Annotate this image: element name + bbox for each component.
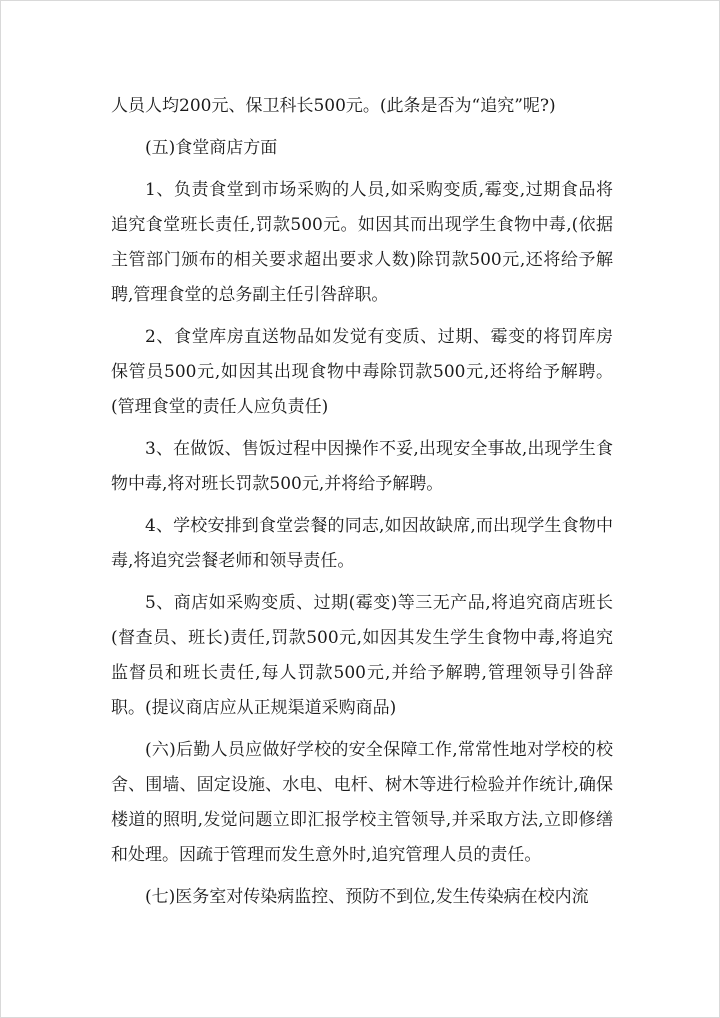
paragraph-item-5: 5、商店如采购变质、过期(霉变)等三无产品,将追究商店班长(督查员、班长)责任,罚款500元,如因其发生学生食物中毒,将追究监督员和班长责任,每人罚款500元,并给予解聘,管理领导引咎辞职。(提议商店应从正规渠道采购商品) — [111, 593, 613, 718]
paragraph-section-6: (六)后勤人员应做好学校的安全保障工作,常常性地对学校的校舍、围墙、固定设施、水电、电杆、树木等进行检验并作统计,确保楼道的照明,发觉问题立即汇报学校主管领导,并采取方法,立即修缮和处理。因疏于管理而发生意外时,追究管理人员的责任。 — [111, 740, 613, 865]
paragraph-continuation: 人员人均200元、保卫科长500元。(此条是否为“追究”呢?) — [111, 96, 556, 116]
paragraph-item-4: 4、学校安排到食堂尝餐的同志,如因故缺席,而出现学生食物中毒,将追究尝餐老师和领导责任。 — [111, 516, 613, 571]
paragraph-item-3: 3、在做饭、售饭过程中因操作不妥,出现安全事故,出现学生食物中毒,将对班长罚款500元,并将给予解聘。 — [111, 439, 613, 494]
document-body — [111, 89, 613, 922]
paragraph-item-2: 2、食堂库房直送物品如发觉有变质、过期、霉变的将罚库房保管员500元,如因其出现食物中毒除罚款500元,还将给予解聘。(管理食堂的责任人应负责任) — [111, 327, 613, 417]
section-heading-canteen-shop: (五)食堂商店方面 — [145, 138, 278, 158]
paragraph-item-1: 1、负责食堂到市场采购的人员,如采购变质,霉变,过期食品将追究食堂班长责任,罚款500元。如因其而出现学生食物中毒,(依据主管部门颁布的相关要求超出要求人数)除罚款500元,还将给予解聘,管理食堂的总务副主任引咎辞职。 — [111, 180, 613, 305]
paragraph-section-7: (七)医务室对传染病监控、预防不到位,发生传染病在校内流 — [145, 887, 589, 907]
